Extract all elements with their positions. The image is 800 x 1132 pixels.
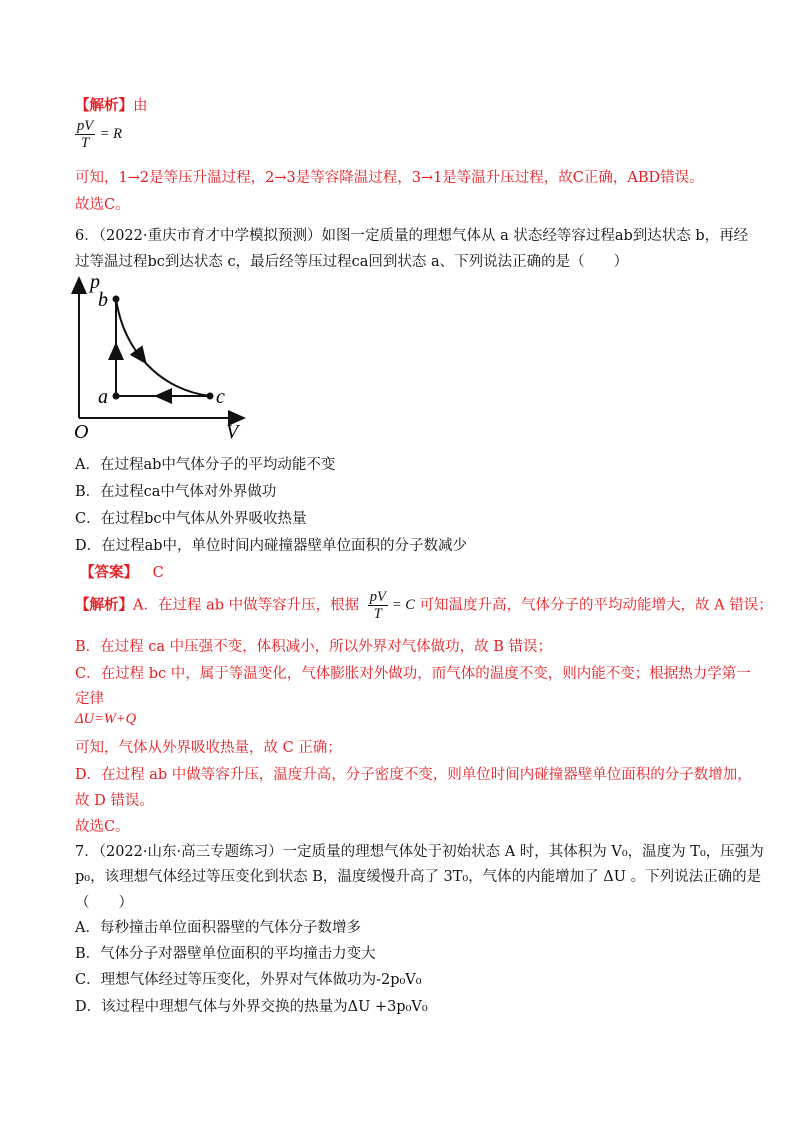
q6-choice: 故选C。	[75, 819, 130, 835]
fraction-pv-t-c: $\frac{pV}{T}$	[369, 589, 386, 622]
q6-analysis-c2: 定律	[75, 691, 104, 707]
point-b	[113, 296, 120, 303]
prev-analysis-conclusion: 可知，1→2是等压升温过程，2→3是等容降温过程，3→1是等温升压过程，故C正确，ABD错误。	[75, 170, 704, 186]
point-c	[207, 393, 214, 400]
q6-option-a: A．在过程ab中气体分子的平均动能不变	[75, 457, 336, 473]
q7-option-a: A．每秒撞击单位面积器壁的气体分子数增多	[75, 920, 361, 936]
q6-stem-line2: 过等温过程bc到达状态 c，最后经等压过程ca回到状态 a、下列说法正确的是（ ）	[75, 254, 629, 270]
label-v: V	[226, 421, 239, 442]
analysis-lead: 由	[133, 98, 148, 114]
q7-option-c: C．理想气体经过等压变化，外界对气体做功为-2p₀V₀	[75, 972, 422, 988]
analysis-tag: 【解析】	[75, 97, 133, 114]
q6-analysis-eq: ΔU=W+Q	[75, 711, 137, 727]
formula-rhs: = R	[99, 126, 122, 142]
q6-analysis-b: B．在过程 ca 中压强不变，体积减小，所以外界对气体做功，故 B 错误；	[75, 639, 553, 655]
q6-option-c: C．在过程bc中气体从外界吸收热量	[75, 511, 307, 527]
analysis-tag: 【解析】	[75, 596, 133, 614]
formula-rhs-c: = C	[391, 597, 415, 613]
q6-answer	[80, 561, 164, 582]
q6-analysis-d1: D．在过程 ab 中做等容升压，温度升高，分子密度不变，则单位时间内碰撞器壁单位面积的分子数增加，	[75, 767, 752, 783]
label-b: b	[98, 289, 108, 311]
q6-analysis-c1: C．在过程 bc 中，属于等温变化，气体膨胀对外做功，而气体的温度不变，则内能不变；根据热力学第一	[75, 666, 751, 682]
label-origin: O	[74, 421, 89, 442]
q6-stem-line1: 6．（2022·重庆市育才中学模拟预测）如图一定质量的理想气体从 a 状态经等容过程ab到达状态 b，再经	[75, 228, 749, 244]
point-a	[113, 393, 120, 400]
label-p: p	[90, 272, 100, 293]
answer-tag: 【答案】	[80, 564, 138, 581]
q7-stem-line2: p₀，该理想气体经过等压变化到状态 B，温度缓慢升高了 3T₀，气体的内能增加了 ΔU 。下列说法正确的是	[75, 869, 762, 885]
q6-option-b: B．在过程ca中气体对外界做功	[75, 484, 277, 500]
q7-option-b: B．气体分子对器壁单位面积的平均撞击力变大	[75, 946, 376, 962]
label-c: c	[216, 386, 225, 408]
label-a: a	[98, 386, 108, 408]
q6-analysis-a	[75, 589, 773, 622]
answer-value: C	[152, 565, 164, 581]
process-bc	[116, 299, 210, 396]
q7-stem-line1: 7．（2022·山东·高三专题练习）一定质量的理想气体处于初始状态 A 时，其体积为 V₀，温度为 T₀，压强为	[75, 844, 764, 860]
prev-analysis-choice: 故选C。	[75, 197, 130, 213]
q7-stem-line3: （ ）	[75, 895, 133, 911]
q6-analysis-c3: 可知，气体从外界吸收热量，故 C 正确；	[75, 740, 342, 756]
q7-option-d: D．该过程中理想气体与外界交换的热量为ΔU +3p₀V₀	[75, 999, 428, 1015]
prev-analysis-header	[75, 94, 148, 115]
analysis-a-post: 可知温度升高，气体分子的平均动能增大，故 A 错误；	[419, 597, 773, 614]
prev-formula	[75, 118, 122, 151]
q6-option-d: D．在过程ab中，单位时间内碰撞器壁单位面积的分子数减少	[75, 538, 468, 554]
pv-diagram	[66, 272, 256, 442]
fraction-pv-t: $\frac{pV}{T}$	[77, 118, 94, 151]
q6-analysis-d2: 故 D 错误。	[75, 793, 154, 809]
analysis-a-pre: A．在过程 ab 中做等容升压，根据	[133, 597, 360, 614]
